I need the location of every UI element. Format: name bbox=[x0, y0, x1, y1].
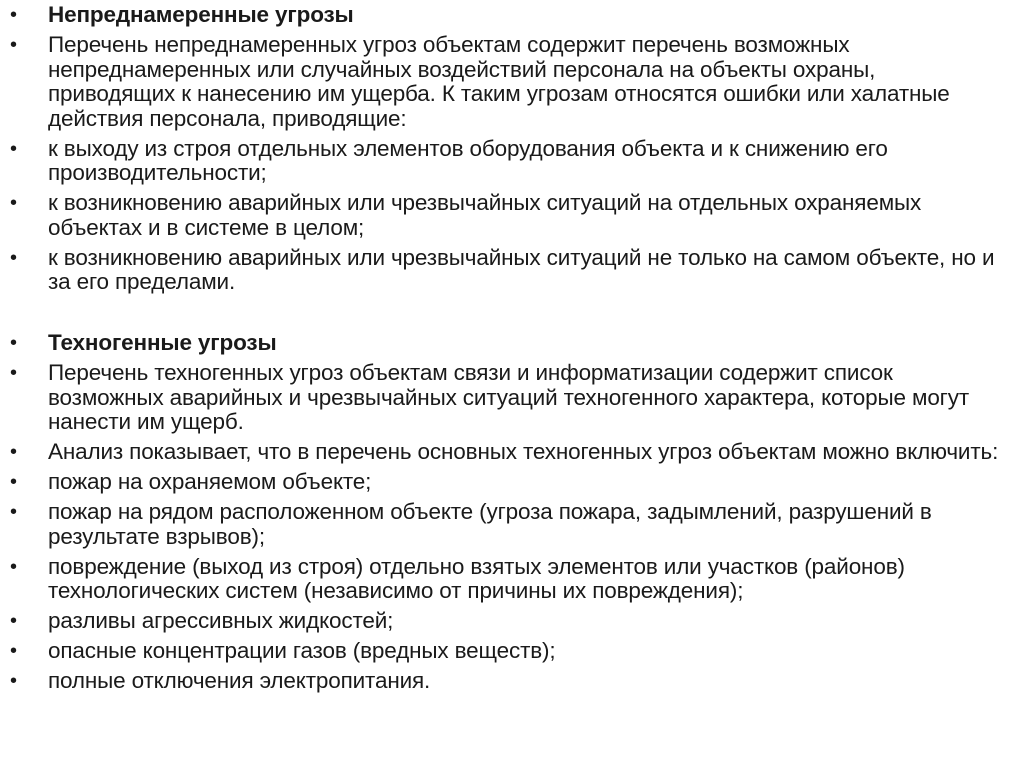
bullet-icon: • bbox=[10, 501, 17, 523]
bullet-icon: • bbox=[10, 332, 17, 354]
bullet-icon: • bbox=[10, 192, 17, 214]
bullet-list bbox=[10, 3, 1000, 699]
bullet-icon: • bbox=[10, 471, 17, 493]
list-item-text: опасные концентрации газов (вредных веществ); bbox=[48, 638, 556, 663]
section-heading-technogenic-threats bbox=[10, 331, 1000, 356]
bullet-icon: • bbox=[10, 610, 17, 632]
list-item bbox=[10, 500, 1000, 549]
section-heading-unintentional-threats bbox=[10, 3, 1000, 28]
list-item bbox=[10, 191, 1000, 240]
list-item-text: Перечень техногенных угроз объектам связи и информатизации содержит список возможных аварийных и чрезвычайных ситуаций техногенного характера, которые могут нанести им ущерб. bbox=[48, 360, 969, 434]
section-spacer bbox=[10, 300, 1000, 331]
list-item bbox=[10, 639, 1000, 664]
list-item bbox=[10, 33, 1000, 131]
list-item-text: полные отключения электропитания. bbox=[48, 668, 431, 693]
list-item-text: пожар на рядом расположенном объекте (угроза пожара, задымлений, разрушений в результате взрывов); bbox=[48, 499, 932, 549]
list-item-text: пожар на охраняемом объекте; bbox=[48, 469, 372, 494]
list-item-text: Анализ показывает, что в перечень основных техногенных угроз объектам можно включить: bbox=[48, 439, 999, 464]
bullet-icon: • bbox=[10, 362, 17, 384]
list-item bbox=[10, 361, 1000, 435]
list-item bbox=[10, 137, 1000, 186]
list-item-text: к выходу из строя отдельных элементов оборудования объекта и к снижению его производительности; bbox=[48, 135, 888, 185]
bullet-icon: • bbox=[10, 441, 17, 463]
list-item-text: к возникновению аварийных или чрезвычайных ситуаций не только на самом объекте, но и за его пределами. bbox=[48, 244, 995, 294]
bullet-icon: • bbox=[10, 555, 17, 578]
list-item bbox=[10, 555, 1000, 604]
bullet-icon: • bbox=[10, 137, 17, 160]
list-item bbox=[10, 609, 1000, 634]
list-item-text: разливы агрессивных жидкостей; bbox=[48, 608, 394, 633]
list-item-text: к возникновению аварийных или чрезвычайных ситуаций на отдельных охраняемых объектах и в системе в целом; bbox=[48, 190, 922, 240]
bullet-icon: • bbox=[10, 670, 17, 692]
list-item bbox=[10, 246, 1000, 295]
bullet-icon: • bbox=[10, 34, 17, 56]
list-item bbox=[10, 470, 1000, 495]
bullet-icon: • bbox=[10, 246, 17, 269]
list-item-text: повреждение (выход из строя) отдельно взятых элементов или участков (районов) технологических систем (независимо от причины их повреждения); bbox=[48, 553, 905, 603]
list-item-text: Перечень непреднамеренных угроз объектам содержит перечень возможных непреднамеренных или случайных воздействий персонала на объекты охраны, приводящих к нанесению им ущерба. К таким угрозам относятся ошибки или халатные действия персонала, приводящие: bbox=[48, 32, 950, 131]
list-item bbox=[10, 440, 1000, 465]
bullet-icon: • bbox=[10, 640, 17, 662]
heading-text: Непреднамеренные угрозы bbox=[48, 2, 354, 27]
heading-text: Техногенные угрозы bbox=[48, 330, 277, 355]
bullet-icon: • bbox=[10, 4, 17, 26]
list-item bbox=[10, 669, 1000, 694]
